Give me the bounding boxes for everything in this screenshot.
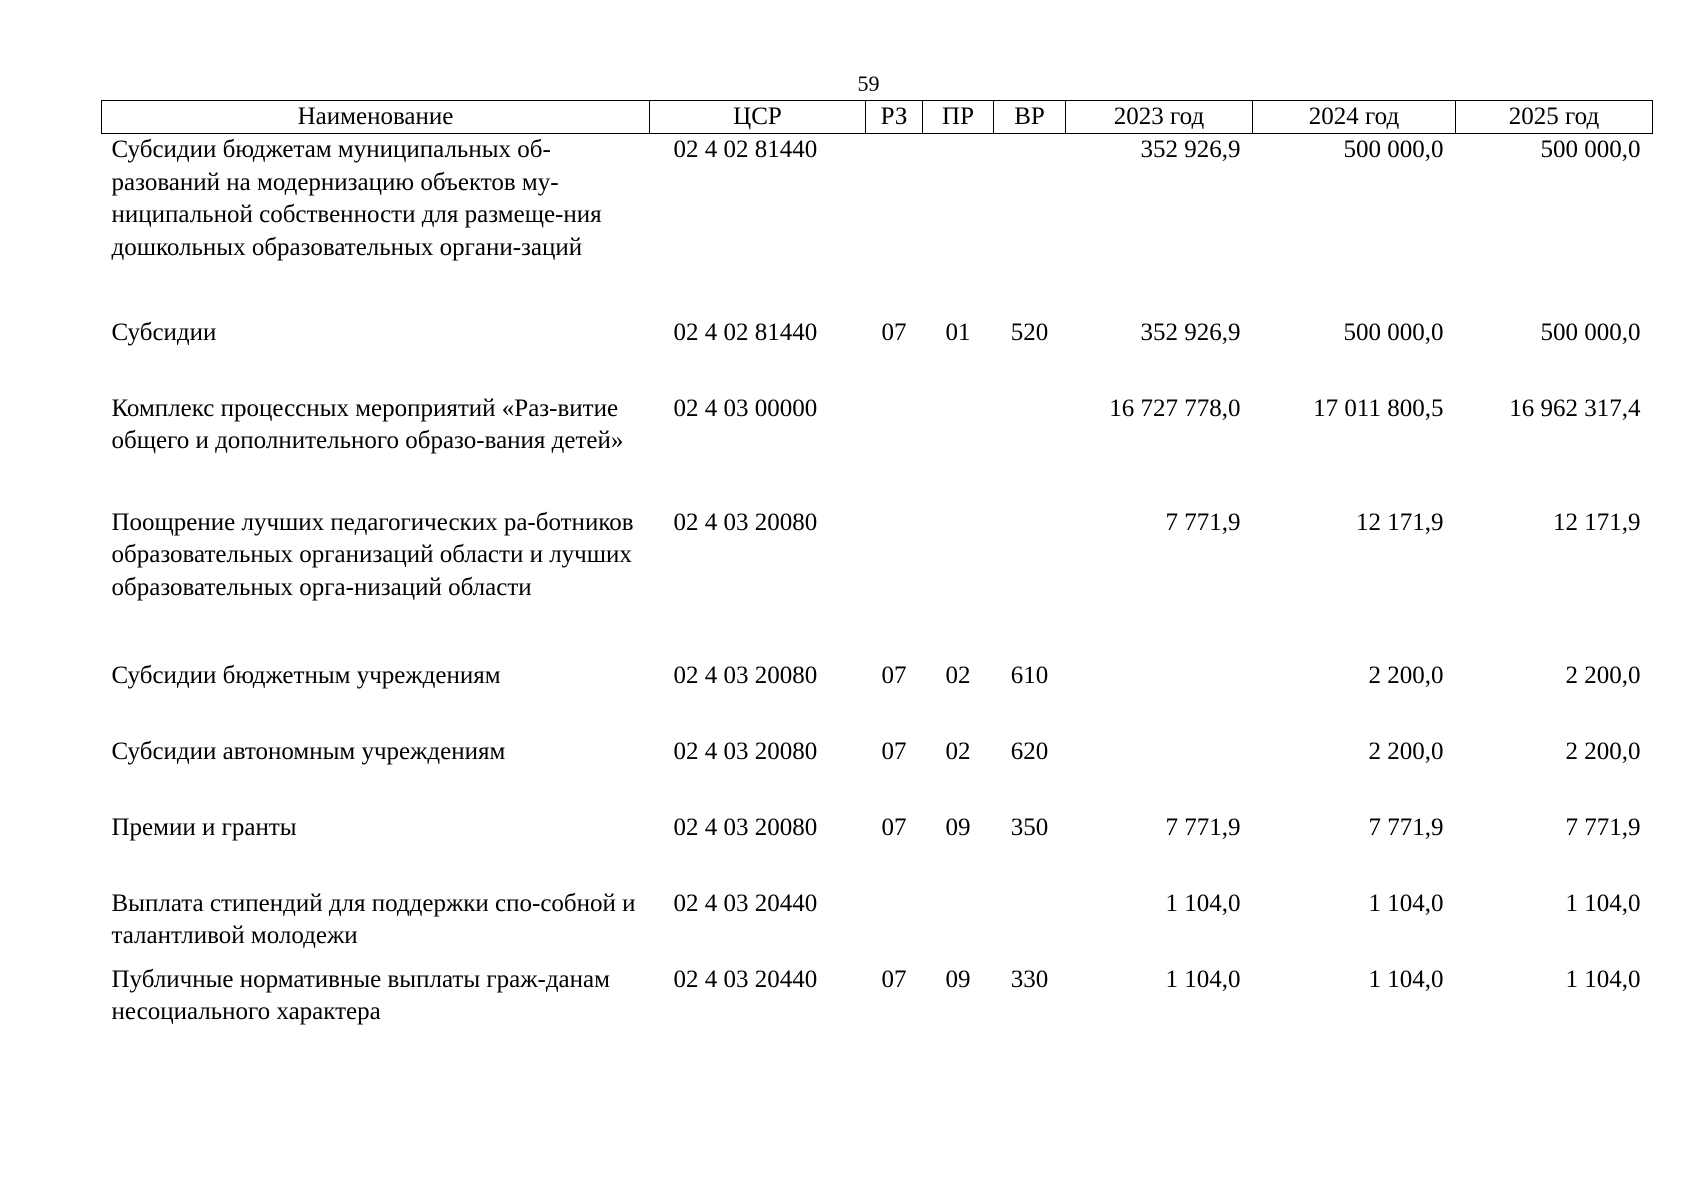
cell-pr: 09 [945,965,971,993]
cell-name: Выплата стипендий для поддержки спо-собной и талантливой молодежи [111,889,636,949]
cell-2025: 2 200,0 [1565,661,1641,689]
cell-pr: 02 [945,661,971,689]
cell-2025: 16 962 317,4 [1509,394,1641,422]
cell-name: Субсидии [111,318,217,346]
cell-pr: 02 [945,737,971,765]
table-row [102,964,1653,1040]
header-2024: 2024 год [1253,101,1456,134]
cell-name: Субсидии бюджетным учреждениям [111,661,501,689]
cell-pr: 01 [945,318,971,346]
cell-2024: 2 200,0 [1368,737,1444,765]
cell-pr [923,507,994,660]
cell-rz [866,134,923,317]
cell-2023: 16 727 778,0 [1109,394,1241,422]
header-csr: ЦСР [650,101,866,134]
table-row [102,812,1653,888]
cell-vr: 610 [1010,661,1049,689]
cell-2025: 12 171,9 [1553,508,1641,536]
cell-2023 [1066,736,1253,812]
cell-2025: 1 104,0 [1565,889,1641,917]
cell-2025: 2 200,0 [1565,737,1641,765]
cell-rz: 07 [881,965,907,993]
cell-csr: 02 4 03 20440 [673,889,818,917]
cell-csr: 02 4 03 00000 [673,394,818,422]
cell-csr: 02 4 02 81440 [673,318,818,346]
page-number: 59 [857,71,880,96]
table-row [102,317,1653,393]
table-row [102,736,1653,812]
cell-2023: 7 771,9 [1165,508,1241,536]
cell-2024: 7 771,9 [1368,813,1444,841]
cell-rz: 07 [881,661,907,689]
cell-2025: 500 000,0 [1540,136,1641,163]
header-pr: ПР [923,101,994,134]
header-name: Наименование [102,101,650,134]
cell-rz: 07 [881,318,907,346]
cell-2024: 12 171,9 [1356,508,1444,536]
cell-vr: 520 [1010,318,1049,346]
cell-csr: 02 4 03 20440 [673,965,818,993]
cell-name: Комплекс процессных мероприятий «Раз-витие общего и дополнительного образо-вания детей» [111,394,624,454]
cell-2025: 7 771,9 [1565,813,1641,841]
header-2023: 2023 год [1066,101,1253,134]
cell-2023: 7 771,9 [1165,813,1241,841]
table-row [102,393,1653,507]
cell-2023 [1066,660,1253,736]
cell-name: Субсидии бюджетам муниципальных об-разований на модернизацию объектов му-ниципальной собственности для размеще-ния дошкольных образовательных органи-заций [111,136,602,261]
cell-vr: 330 [1010,965,1049,993]
cell-2023: 1 104,0 [1165,965,1241,993]
table-row [102,507,1653,660]
cell-2024: 17 011 800,5 [1313,394,1444,422]
table-row [102,134,1653,317]
cell-rz: 07 [881,813,907,841]
cell-pr [923,888,994,964]
cell-vr: 620 [1010,737,1049,765]
cell-csr: 02 4 02 81440 [673,136,818,163]
cell-2024: 1 104,0 [1368,889,1444,917]
cell-csr: 02 4 03 20080 [673,508,818,536]
cell-vr [994,393,1066,507]
cell-vr [994,134,1066,317]
cell-vr [994,888,1066,964]
table-header-row [102,101,1653,134]
cell-2025: 1 104,0 [1565,965,1641,993]
cell-2023: 1 104,0 [1165,889,1241,917]
cell-rz: 07 [881,737,907,765]
header-vr: ВР [994,101,1066,134]
cell-rz [866,888,923,964]
header-2025: 2025 год [1456,101,1653,134]
cell-pr [923,393,994,507]
budget-table [101,100,1653,1040]
cell-2024: 1 104,0 [1368,965,1444,993]
cell-vr: 350 [1010,813,1049,841]
cell-csr: 02 4 03 20080 [673,661,818,689]
cell-2024: 2 200,0 [1368,661,1444,689]
cell-2023: 352 926,9 [1140,318,1241,346]
cell-name: Субсидии автономным учреждениям [111,737,506,765]
cell-rz [866,507,923,660]
cell-csr: 02 4 03 20080 [673,813,818,841]
cell-2024: 500 000,0 [1343,136,1444,163]
table-row [102,888,1653,964]
header-rz: РЗ [866,101,923,134]
cell-name: Премии и гранты [111,813,297,841]
cell-csr: 02 4 03 20080 [673,737,818,765]
cell-2025: 500 000,0 [1540,318,1641,346]
table-row [102,660,1653,736]
cell-rz [866,393,923,507]
cell-pr [923,134,994,317]
cell-vr [994,507,1066,660]
cell-name: Поощрение лучших педагогических ра-ботников образовательных организаций области и лучших образовательных орга-низаций области [111,508,634,601]
cell-name: Публичные нормативные выплаты граж-данам несоциального характера [111,965,610,1025]
cell-pr: 09 [945,813,971,841]
cell-2023: 352 926,9 [1140,136,1241,163]
cell-2024: 500 000,0 [1343,318,1444,346]
